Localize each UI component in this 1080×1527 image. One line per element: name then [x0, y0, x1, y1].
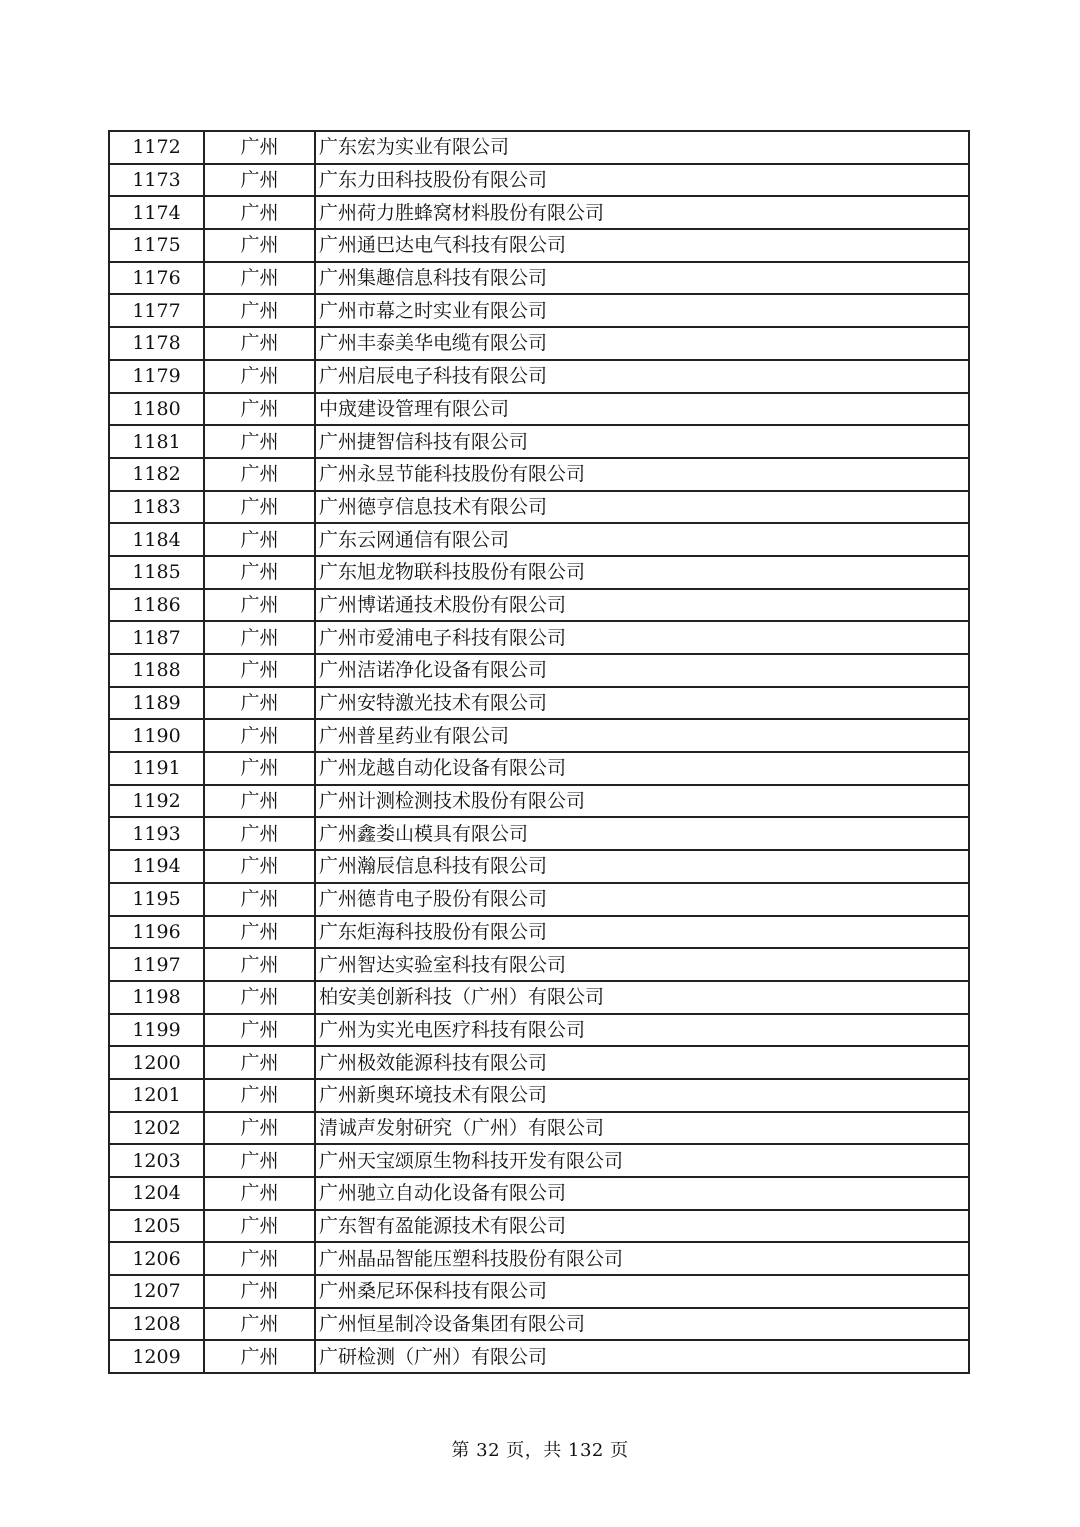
- table-row: [109, 425, 969, 458]
- table-row: [109, 393, 969, 426]
- company-name-cell: 广州永昱节能科技股份有限公司: [315, 458, 969, 491]
- company-name-cell: 广州市幕之时实业有限公司: [315, 294, 969, 327]
- company-name-cell: 广东智有盈能源技术有限公司: [315, 1210, 969, 1243]
- city-cell: 广州: [204, 164, 315, 197]
- company-name-cell: 清诚声发射研究（广州）有限公司: [315, 1112, 969, 1145]
- table-row: [109, 981, 969, 1014]
- table-row: [109, 491, 969, 524]
- row-number-cell: 1189: [109, 687, 204, 720]
- row-number-cell: 1183: [109, 491, 204, 524]
- city-cell: 广州: [204, 131, 315, 164]
- company-name-cell: 广州德肯电子股份有限公司: [315, 883, 969, 916]
- city-cell: 广州: [204, 916, 315, 949]
- table-row: [109, 817, 969, 850]
- company-name-cell: 广州天宝颂原生物科技开发有限公司: [315, 1144, 969, 1177]
- table-row: [109, 687, 969, 720]
- table-row: [109, 1046, 969, 1079]
- table-row: [109, 719, 969, 752]
- row-number-cell: 1208: [109, 1308, 204, 1341]
- city-cell: 广州: [204, 556, 315, 589]
- company-name-cell: 广州桑尼环保科技有限公司: [315, 1275, 969, 1308]
- city-cell: 广州: [204, 1242, 315, 1275]
- company-name-cell: 广州荷力胜蜂窝材料股份有限公司: [315, 196, 969, 229]
- row-number-cell: 1204: [109, 1177, 204, 1210]
- company-name-cell: 广州驰立自动化设备有限公司: [315, 1177, 969, 1210]
- row-number-cell: 1182: [109, 458, 204, 491]
- company-name-cell: 中宬建设管理有限公司: [315, 393, 969, 426]
- row-number-cell: 1191: [109, 752, 204, 785]
- page-number-footer: 第 32 页，共 132 页: [451, 1440, 629, 1461]
- table-row: [109, 785, 969, 818]
- row-number-cell: 1190: [109, 719, 204, 752]
- company-name-cell: 广州计测检测技术股份有限公司: [315, 785, 969, 818]
- company-name-cell: 广州龙越自动化设备有限公司: [315, 752, 969, 785]
- company-name-cell: 广州恒星制冷设备集团有限公司: [315, 1308, 969, 1341]
- table-row: [109, 1112, 969, 1145]
- company-name-cell: 广州鑫娄山模具有限公司: [315, 817, 969, 850]
- row-number-cell: 1195: [109, 883, 204, 916]
- city-cell: 广州: [204, 196, 315, 229]
- row-number-cell: 1206: [109, 1242, 204, 1275]
- city-cell: 广州: [204, 1079, 315, 1112]
- row-number-cell: 1192: [109, 785, 204, 818]
- row-number-cell: 1185: [109, 556, 204, 589]
- row-number-cell: 1172: [109, 131, 204, 164]
- table-row: [109, 916, 969, 949]
- row-number-cell: 1173: [109, 164, 204, 197]
- city-cell: 广州: [204, 981, 315, 1014]
- row-number-cell: 1209: [109, 1340, 204, 1373]
- row-number-cell: 1186: [109, 589, 204, 622]
- company-name-cell: 广州捷智信科技有限公司: [315, 425, 969, 458]
- table-row: [109, 1144, 969, 1177]
- table-row: [109, 1079, 969, 1112]
- city-cell: 广州: [204, 425, 315, 458]
- row-number-cell: 1203: [109, 1144, 204, 1177]
- row-number-cell: 1198: [109, 981, 204, 1014]
- company-name-cell: 广研检测（广州）有限公司: [315, 1340, 969, 1373]
- row-number-cell: 1194: [109, 850, 204, 883]
- city-cell: 广州: [204, 883, 315, 916]
- city-cell: 广州: [204, 785, 315, 818]
- company-name-cell: 广州新奥环境技术有限公司: [315, 1079, 969, 1112]
- company-name-cell: 广州智达实验室科技有限公司: [315, 948, 969, 981]
- company-name-cell: 广州极效能源科技有限公司: [315, 1046, 969, 1079]
- table-row: [109, 229, 969, 262]
- city-cell: 广州: [204, 523, 315, 556]
- city-cell: 广州: [204, 719, 315, 752]
- company-name-cell: 广州为实光电医疗科技有限公司: [315, 1014, 969, 1047]
- table-row: [109, 883, 969, 916]
- city-cell: 广州: [204, 1340, 315, 1373]
- company-name-cell: 广州集趣信息科技有限公司: [315, 262, 969, 295]
- company-name-cell: 广东云网通信有限公司: [315, 523, 969, 556]
- company-name-cell: 广东旭龙物联科技股份有限公司: [315, 556, 969, 589]
- city-cell: 广州: [204, 948, 315, 981]
- table-row: [109, 1014, 969, 1047]
- company-name-cell: 广州普星药业有限公司: [315, 719, 969, 752]
- row-number-cell: 1178: [109, 327, 204, 360]
- city-cell: 广州: [204, 294, 315, 327]
- table-row: [109, 654, 969, 687]
- company-name-cell: 广州丰泰美华电缆有限公司: [315, 327, 969, 360]
- company-name-cell: 广州市爱浦电子科技有限公司: [315, 621, 969, 654]
- table-row: [109, 523, 969, 556]
- table-row: [109, 196, 969, 229]
- company-list-table: [108, 130, 970, 1374]
- city-cell: 广州: [204, 360, 315, 393]
- row-number-cell: 1193: [109, 817, 204, 850]
- row-number-cell: 1176: [109, 262, 204, 295]
- company-name-cell: 广州瀚辰信息科技有限公司: [315, 850, 969, 883]
- table-row: [109, 752, 969, 785]
- row-number-cell: 1174: [109, 196, 204, 229]
- city-cell: 广州: [204, 1112, 315, 1145]
- row-number-cell: 1196: [109, 916, 204, 949]
- row-number-cell: 1188: [109, 654, 204, 687]
- table-row: [109, 1210, 969, 1243]
- city-cell: 广州: [204, 458, 315, 491]
- city-cell: 广州: [204, 393, 315, 426]
- company-name-cell: 广州通巴达电气科技有限公司: [315, 229, 969, 262]
- row-number-cell: 1179: [109, 360, 204, 393]
- row-number-cell: 1207: [109, 1275, 204, 1308]
- company-name-cell: 广州博诺通技术股份有限公司: [315, 589, 969, 622]
- city-cell: 广州: [204, 752, 315, 785]
- table-row: [109, 1242, 969, 1275]
- row-number-cell: 1175: [109, 229, 204, 262]
- company-name-cell: 广州启辰电子科技有限公司: [315, 360, 969, 393]
- company-name-cell: 广州晶品智能压塑科技股份有限公司: [315, 1242, 969, 1275]
- city-cell: 广州: [204, 327, 315, 360]
- table-row: [109, 327, 969, 360]
- table-row: [109, 556, 969, 589]
- table-row: [109, 262, 969, 295]
- city-cell: 广州: [204, 229, 315, 262]
- city-cell: 广州: [204, 1275, 315, 1308]
- company-name-cell: 柏安美创新科技（广州）有限公司: [315, 981, 969, 1014]
- row-number-cell: 1200: [109, 1046, 204, 1079]
- city-cell: 广州: [204, 1046, 315, 1079]
- table-row: [109, 1308, 969, 1341]
- table-row: [109, 458, 969, 491]
- row-number-cell: 1199: [109, 1014, 204, 1047]
- city-cell: 广州: [204, 1144, 315, 1177]
- company-name-cell: 广东炬海科技股份有限公司: [315, 916, 969, 949]
- city-cell: 广州: [204, 817, 315, 850]
- row-number-cell: 1187: [109, 621, 204, 654]
- row-number-cell: 1201: [109, 1079, 204, 1112]
- city-cell: 广州: [204, 654, 315, 687]
- table-row: [109, 948, 969, 981]
- city-cell: 广州: [204, 687, 315, 720]
- city-cell: 广州: [204, 1014, 315, 1047]
- table-body: [109, 131, 969, 1373]
- table-row: [109, 360, 969, 393]
- city-cell: 广州: [204, 850, 315, 883]
- company-name-cell: 广州洁诺净化设备有限公司: [315, 654, 969, 687]
- table-row: [109, 294, 969, 327]
- table-row: [109, 1177, 969, 1210]
- city-cell: 广州: [204, 621, 315, 654]
- row-number-cell: 1184: [109, 523, 204, 556]
- row-number-cell: 1205: [109, 1210, 204, 1243]
- row-number-cell: 1197: [109, 948, 204, 981]
- row-number-cell: 1177: [109, 294, 204, 327]
- city-cell: 广州: [204, 1177, 315, 1210]
- city-cell: 广州: [204, 1210, 315, 1243]
- city-cell: 广州: [204, 262, 315, 295]
- row-number-cell: 1181: [109, 425, 204, 458]
- company-name-cell: 广州德亨信息技术有限公司: [315, 491, 969, 524]
- table-row: [109, 131, 969, 164]
- city-cell: 广州: [204, 589, 315, 622]
- row-number-cell: 1202: [109, 1112, 204, 1145]
- city-cell: 广州: [204, 491, 315, 524]
- table-row: [109, 164, 969, 197]
- city-cell: 广州: [204, 1308, 315, 1341]
- table-row: [109, 621, 969, 654]
- company-name-cell: 广州安特激光技术有限公司: [315, 687, 969, 720]
- company-name-cell: 广东宏为实业有限公司: [315, 131, 969, 164]
- table-row: [109, 850, 969, 883]
- row-number-cell: 1180: [109, 393, 204, 426]
- table-row: [109, 1275, 969, 1308]
- table-row: [109, 589, 969, 622]
- company-name-cell: 广东力田科技股份有限公司: [315, 164, 969, 197]
- table-row: [109, 1340, 969, 1373]
